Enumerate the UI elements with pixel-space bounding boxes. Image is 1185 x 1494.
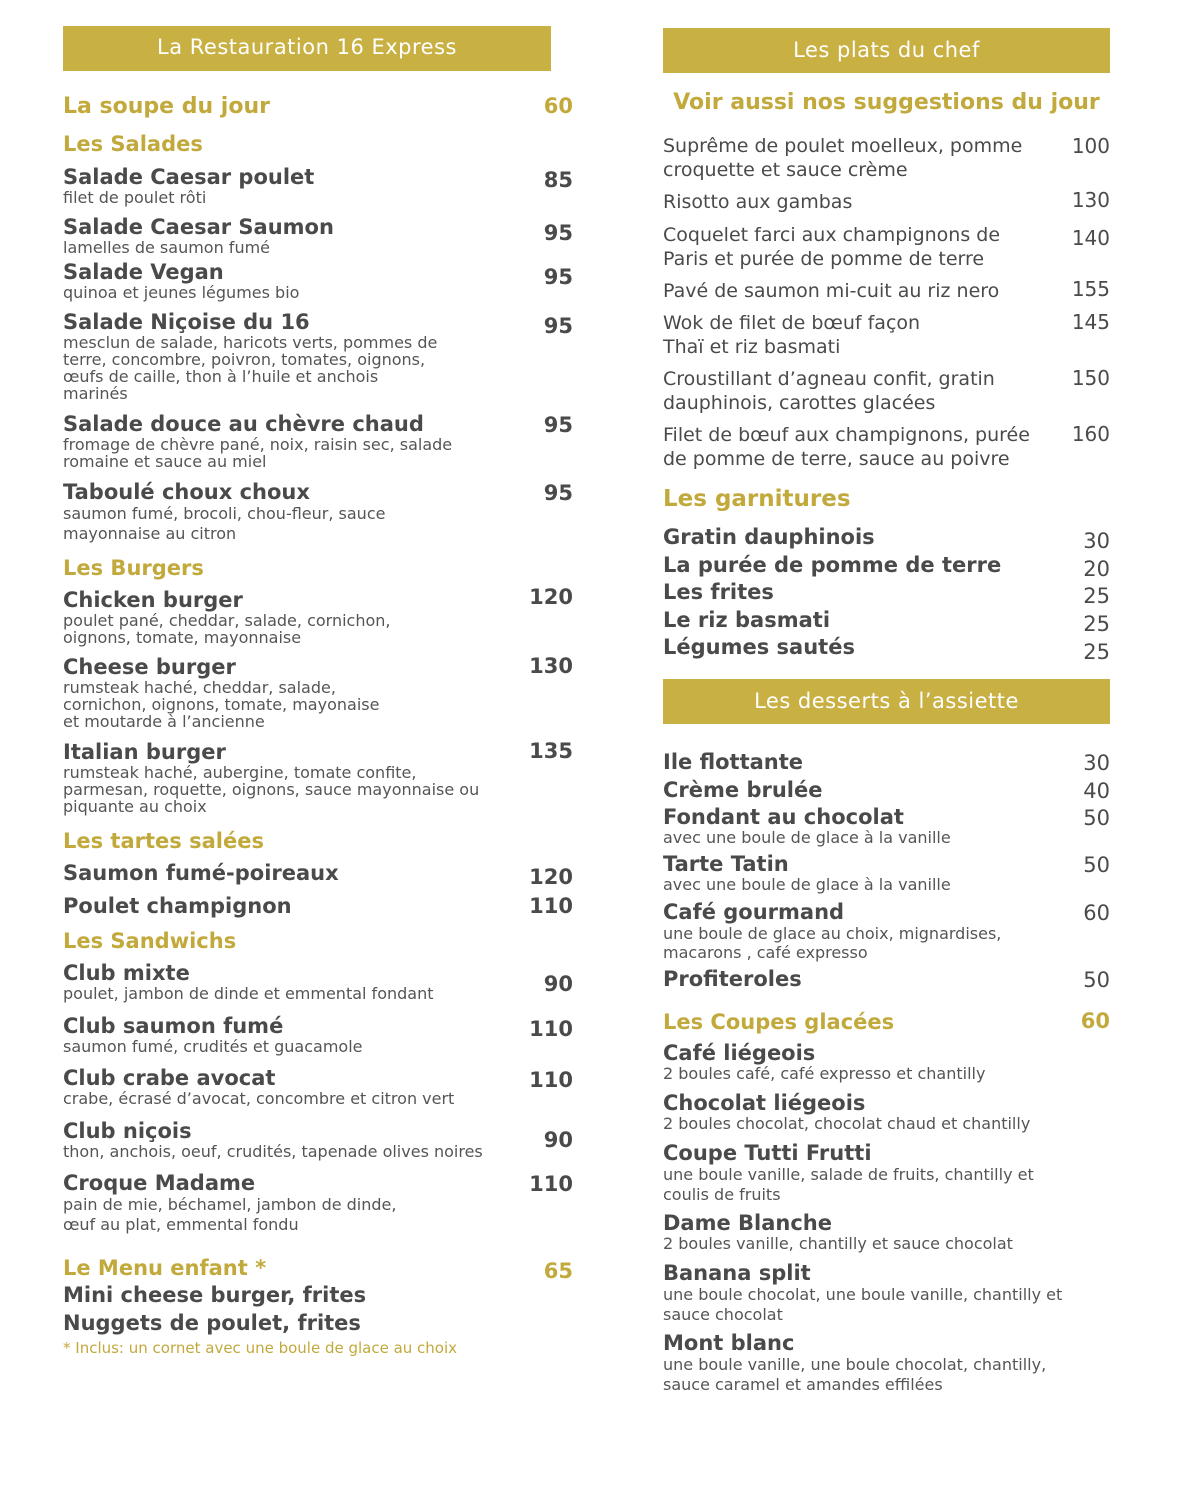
menu-item (663, 806, 1110, 846)
menu-item (663, 279, 1110, 303)
menu-item (63, 216, 573, 256)
item-name: Pavé de saumon mi-cuit au riz nero (663, 280, 1000, 302)
item-name: La purée de pomme de terre (663, 553, 1002, 577)
menu-item (663, 1042, 1110, 1082)
item-price: 40 (1083, 779, 1110, 803)
menu-item (63, 413, 573, 470)
menu-item (663, 223, 1110, 271)
tartes-title: Les tartes salées (63, 829, 264, 853)
item-name: Mini cheese burger, frites (63, 1283, 367, 1307)
item-name: Risotto aux gambas (663, 191, 853, 213)
item-name: Club saumon fumé (63, 1014, 284, 1038)
item-name: Croque Madame (63, 1171, 256, 1195)
chef-banner: Les plats du chef (663, 28, 1110, 73)
sandwichs-title: Les Sandwichs (63, 929, 237, 953)
menu-item (663, 1262, 1110, 1325)
item-price: 100 (1071, 134, 1110, 158)
item-name: Chocolat liégeois (663, 1091, 866, 1115)
item-desc: une boule chocolat, une boule vanille, chantilly et sauce chocolat (663, 1285, 1063, 1324)
menu-item (663, 525, 1110, 553)
item-name: Le riz basmati (663, 608, 831, 632)
item-price: 50 (1083, 853, 1110, 877)
menu-item (63, 1120, 573, 1160)
item-price: 95 (543, 413, 573, 437)
item-price: 30 (1083, 529, 1110, 553)
item-price: 150 (1071, 366, 1110, 390)
coupes-row (663, 1010, 1110, 1034)
item-name: Salade Vegan (63, 260, 224, 284)
menu-item (663, 134, 1110, 182)
item-name: Banana split (663, 1261, 811, 1285)
menu-item (63, 656, 573, 730)
item-name: Café gourmand (663, 900, 845, 924)
item-name: Tarte Tatin (663, 852, 789, 876)
item-desc: rumsteak haché, cheddar, salade, cornichon, oignons, tomate, mayonaise et moutarde à l’ancienne (63, 678, 380, 731)
item-name: Italian burger (63, 740, 226, 764)
menu-item (63, 261, 573, 301)
item-name: Dame Blanche (663, 1211, 833, 1235)
menu-item (63, 1015, 573, 1055)
item-desc: saumon fumé, brocoli, chou-fleur, sauce mayonnaise au citron (63, 504, 386, 543)
soup-title: La soupe du jour (63, 94, 270, 119)
item-price: 60 (1083, 901, 1110, 925)
item-name: Nuggets de poulet, frites (63, 1311, 361, 1335)
item-desc: une boule vanille, salade de fruits, chantilly et coulis de fruits (663, 1165, 1034, 1204)
menu-item (63, 1067, 573, 1107)
item-price: 95 (543, 481, 573, 505)
item-name: Les frites (663, 580, 774, 604)
item-price: 50 (1083, 968, 1110, 992)
item-name: Poulet champignon (63, 894, 292, 918)
item-desc: une boule vanille, une boule chocolat, chantilly, sauce caramel et amandes effilées (663, 1355, 1047, 1394)
item-name: Salade Caesar poulet (63, 165, 315, 189)
menu-item (63, 1312, 573, 1335)
item-name: Club mixte (63, 961, 190, 985)
menu-item (663, 311, 1110, 359)
burgers-title: Les Burgers (63, 556, 204, 580)
garnitures-title: Les garnitures (663, 486, 851, 512)
menu-item (663, 580, 1110, 608)
item-price: 120 (529, 585, 573, 609)
item-price: 25 (1083, 584, 1110, 608)
item-desc: avec une boule de glace à la vanille (663, 875, 951, 894)
item-name: Club niçois (63, 1119, 192, 1143)
item-price: 110 (529, 1172, 573, 1196)
menu-item (63, 741, 573, 815)
menu-item (663, 1142, 1110, 1205)
item-desc: poulet pané, cheddar, salade, cornichon, oignons, tomate, mayonnaise (63, 611, 391, 647)
item-price: 140 (1071, 226, 1110, 250)
item-desc: 2 boules café, café expresso et chantilly (663, 1064, 986, 1083)
item-name: Légumes sautés (663, 635, 855, 659)
item-price: 110 (529, 1017, 573, 1041)
item-name: Salade Caesar Saumon (63, 215, 334, 239)
item-name: Profiteroles (663, 967, 802, 991)
item-desc: rumsteak haché, aubergine, tomate confite, parmesan, roquette, oignons, sauce mayonnaise ou piquante au choix (63, 763, 480, 816)
item-name: Saumon fumé-poireaux (63, 861, 339, 885)
item-price: 50 (1083, 806, 1110, 830)
item-name: Mont blanc (663, 1331, 795, 1355)
menu-item (63, 895, 573, 918)
item-desc: mesclun de salade, haricots verts, pommes de terre, concombre, poivron, tomates, oignons, œufs de caille, thon à l’huile et anchois marinés (63, 333, 438, 403)
item-price: 145 (1071, 310, 1110, 334)
item-desc: poulet, jambon de dinde et emmental fondant (63, 984, 434, 1003)
enfant-note: * Inclus: un cornet avec une boule de glace au choix (63, 1339, 458, 1357)
menu-item (663, 423, 1110, 471)
salades-title: Les Salades (63, 132, 203, 156)
item-name: Fondant au chocolat (663, 805, 904, 829)
item-name: Croustillant d’agneau confit, gratin dauphinois, carottes glacées (663, 368, 995, 414)
menu-item (63, 1284, 573, 1307)
enfant-price: 65 (543, 1259, 573, 1283)
menu-item (663, 901, 1110, 962)
item-desc: pain de mie, béchamel, jambon de dinde, œuf au plat, emmental fondu (63, 1195, 397, 1234)
item-name: Chicken burger (63, 588, 243, 612)
item-name: Taboulé choux choux (63, 480, 310, 504)
item-desc: une boule de glace au choix, mignardises, macarons , café expresso (663, 924, 1002, 962)
item-name: Salade Niçoise du 16 (63, 310, 310, 334)
item-price: 130 (529, 654, 573, 678)
item-name: Cheese burger (63, 655, 236, 679)
item-price: 95 (543, 265, 573, 289)
item-price: 25 (1083, 640, 1110, 664)
menu-item (63, 962, 573, 1002)
item-name: Club crabe avocat (63, 1066, 276, 1090)
enfant-row (63, 1256, 573, 1283)
menu-item (663, 1332, 1110, 1395)
item-name: Coquelet farci aux champignons de Paris et purée de pomme de terre (663, 224, 1001, 270)
item-price: 160 (1071, 422, 1110, 446)
menu-item (63, 311, 573, 402)
menu-item (663, 751, 1110, 774)
coupes-price: 60 (1080, 1009, 1110, 1033)
soup-price: 60 (543, 94, 573, 118)
item-desc: crabe, écrasé d’avocat, concombre et citron vert (63, 1089, 455, 1108)
coupes-title: Les Coupes glacées (663, 1010, 895, 1034)
enfant-title: Le Menu enfant * (63, 1256, 267, 1280)
item-price: 120 (529, 865, 573, 889)
item-price: 20 (1083, 557, 1110, 581)
item-name: Suprême de poulet moelleux, pomme croquette et sauce crème (663, 135, 1023, 181)
item-desc: 2 boules vanille, chantilly et sauce chocolat (663, 1234, 1013, 1253)
menu-item (63, 585, 573, 647)
item-name: Ile flottante (663, 750, 804, 774)
menu-item (663, 779, 1110, 802)
item-desc: lamelles de saumon fumé (63, 238, 271, 257)
item-name: Café liégeois (663, 1041, 816, 1065)
item-name: Filet de bœuf aux champignons, purée de pomme de terre, sauce au poivre (663, 424, 1030, 470)
desserts-banner: Les desserts à l’assiette (663, 679, 1110, 724)
item-desc: avec une boule de glace à la vanille (663, 828, 951, 847)
menu-item (663, 190, 1110, 214)
menu-item (63, 481, 573, 544)
express-banner: La Restauration 16 Express (63, 26, 551, 71)
item-price: 90 (543, 972, 573, 996)
menu-item (663, 853, 1110, 893)
item-desc: saumon fumé, crudités et guacamole (63, 1037, 363, 1056)
item-price: 90 (543, 1128, 573, 1152)
item-price: 130 (1071, 188, 1110, 212)
menu-item (663, 367, 1110, 415)
menu-item (663, 553, 1110, 581)
item-price: 135 (529, 739, 573, 763)
suggestions-title: Voir aussi nos suggestions du jour (673, 90, 1100, 115)
soup-row (63, 94, 573, 119)
item-desc: thon, anchois, oeuf, crudités, tapenade olives noires (63, 1142, 483, 1161)
menu-item (663, 608, 1110, 636)
item-desc: filet de poulet rôti (63, 188, 207, 207)
item-desc: 2 boules chocolat, chocolat chaud et chantilly (663, 1114, 1031, 1133)
item-desc: fromage de chèvre pané, noix, raisin sec, salade romaine et sauce au miel (63, 435, 453, 471)
menu-item (63, 166, 573, 206)
menu-item (663, 1092, 1110, 1132)
item-price: 155 (1071, 277, 1110, 301)
item-price: 25 (1083, 612, 1110, 636)
item-name: Wok de filet de bœuf façon Thaï et riz basmati (663, 312, 921, 358)
menu-item (663, 1212, 1110, 1252)
item-price: 85 (543, 168, 573, 192)
menu-item (663, 968, 1110, 991)
item-price: 30 (1083, 751, 1110, 775)
menu-item (663, 635, 1110, 664)
item-price: 110 (529, 1068, 573, 1092)
item-price: 110 (529, 894, 573, 918)
item-name: Gratin dauphinois (663, 525, 875, 549)
item-name: Salade douce au chèvre chaud (63, 412, 424, 436)
menu-item (63, 861, 573, 889)
item-desc: quinoa et jeunes légumes bio (63, 283, 300, 302)
menu-item (63, 1172, 573, 1235)
item-price: 95 (543, 314, 573, 338)
item-name: Crème brulée (663, 778, 823, 802)
item-name: Coupe Tutti Frutti (663, 1141, 872, 1165)
item-price: 95 (543, 221, 573, 245)
